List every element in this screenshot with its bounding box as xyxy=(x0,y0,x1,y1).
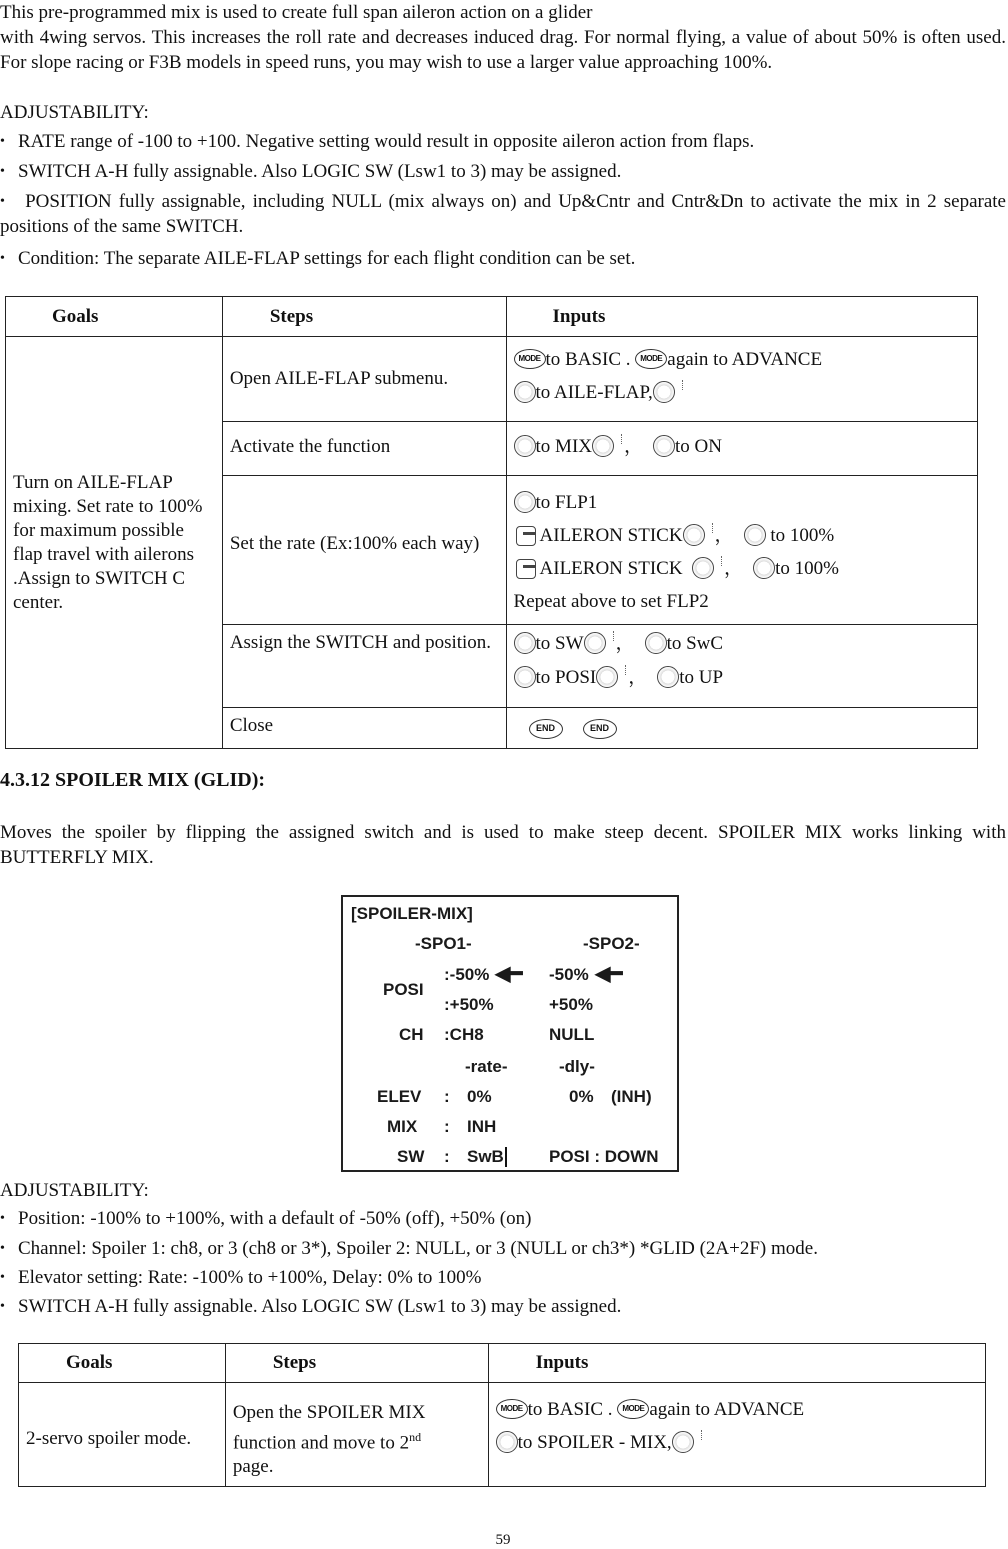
bullet-rate: • RATE range of -100 to +100. Negative setting would result in opposite aileron action from flaps. xyxy=(0,129,1006,154)
step-cell xyxy=(222,625,506,708)
goal-text: 2-servo spoiler mode. xyxy=(26,1427,192,1449)
dial-push-icon xyxy=(653,381,675,403)
header-steps: Steps xyxy=(225,1344,488,1383)
lcd-spo1: -SPO1- xyxy=(415,934,472,953)
goal-cell xyxy=(6,337,223,749)
dial-icon xyxy=(645,632,667,654)
input-cell xyxy=(506,337,977,422)
input-cell xyxy=(488,1383,985,1487)
input-text: AILERON STICK xyxy=(539,558,683,579)
mode-key-icon: MODE xyxy=(635,349,667,369)
input-text: to SwC xyxy=(666,633,724,654)
bullet-switch: • SWITCH A-H fully assignable. Also LOGIC SW (Lsw1 to 3) may be assigned. xyxy=(0,159,1006,184)
input-text: to 100% xyxy=(770,525,835,546)
end-key-icon: END xyxy=(529,719,563,739)
input-cell xyxy=(506,708,977,749)
step-text: Assign the SWITCH and position. xyxy=(229,632,492,653)
separator: ， xyxy=(615,633,635,654)
lcd-mix-value: INH xyxy=(467,1117,497,1136)
adjustability-title: ADJUSTABILITY: xyxy=(0,102,149,123)
dial-icon xyxy=(514,435,536,457)
input-cell xyxy=(506,422,977,476)
goal-text: Turn on AILE-FLAP mixing. Set rate to 100% for maximum possible flap travel with ailerons .Assign to SWITCH C center. xyxy=(13,471,203,613)
mode-key-icon: MODE xyxy=(514,349,546,369)
lcd-elev-label: ELEV xyxy=(377,1087,422,1106)
input-text: to MIX xyxy=(535,436,592,457)
input-text: to ON xyxy=(675,436,722,457)
step-text: Set the rate (Ex:100% each way) xyxy=(229,533,480,554)
step-cell xyxy=(222,337,506,422)
lcd-dly-label: -dly- xyxy=(559,1057,595,1076)
lcd-posi-down: POSI : DOWN xyxy=(549,1147,659,1166)
header-goals: Goals xyxy=(19,1344,226,1383)
dial-icon xyxy=(496,1431,518,1453)
input-text: Repeat above to set FLP2 xyxy=(513,591,709,612)
lcd-posi-2b: +50% xyxy=(549,995,593,1014)
lcd-colon: : xyxy=(444,1147,450,1166)
dial-push-icon xyxy=(596,666,618,688)
lcd-posi-1b: :+50% xyxy=(444,995,494,1014)
intro-line: This pre-programmed mix is used to create full span aileron action on a glider xyxy=(0,2,593,23)
lcd-colon: : xyxy=(444,1087,450,1106)
adjustability-title-2: ADJUSTABILITY: xyxy=(0,1180,149,1201)
input-cell xyxy=(506,476,977,625)
mode-key-icon: MODE xyxy=(496,1399,528,1419)
lcd-colon: : xyxy=(444,1117,450,1136)
step-text: page. xyxy=(232,1456,274,1478)
lcd-posi-label: POSI xyxy=(383,980,424,999)
input-text: to BASIC . xyxy=(527,1399,613,1420)
spoiler-mix-lcd-screen xyxy=(341,895,679,1172)
end-key-icon: END xyxy=(583,719,617,739)
input-text: again to ADVANCE xyxy=(649,1399,805,1420)
header-steps: Steps xyxy=(222,297,506,337)
step-cell xyxy=(222,476,506,625)
mode-key-icon: MODE xyxy=(617,1399,649,1419)
dial-push-icon xyxy=(692,557,714,579)
header-inputs: Inputs xyxy=(506,297,977,337)
step-text: Close xyxy=(229,715,274,736)
lcd-rate-label: -rate- xyxy=(465,1057,508,1076)
separator: ， xyxy=(624,436,644,457)
input-text: to SPOILER - MIX, xyxy=(517,1432,672,1453)
separator: ， xyxy=(714,525,734,546)
lcd-posi-2a: -50% xyxy=(549,965,589,984)
bullet-channel: • Channel: Spoiler 1: ch8, or 3 (ch8 or 3*), Spoiler 2: NULL, or 3 (NULL or ch3*) *GLID (2A+2F) mode. xyxy=(0,1236,1006,1261)
aile-flap-table xyxy=(5,296,978,749)
dial-icon xyxy=(514,666,536,688)
dial-push-icon xyxy=(584,632,606,654)
input-text: to FLP1 xyxy=(535,492,598,513)
dial-push-icon xyxy=(592,435,614,457)
lcd-sw-label: SW xyxy=(397,1147,425,1166)
dial-icon xyxy=(514,632,536,654)
lcd-ch-2: NULL xyxy=(549,1025,595,1044)
input-text: to BASIC . xyxy=(545,349,631,370)
separator: ， xyxy=(724,558,744,579)
spoiler-mix-table xyxy=(18,1343,986,1487)
lcd-sw-value: SwB xyxy=(467,1147,507,1167)
step-cell xyxy=(225,1383,488,1487)
step-cell xyxy=(222,708,506,749)
stick-icon xyxy=(514,557,540,579)
bullet-condition: • Condition: The separate AILE-FLAP settings for each flight condition can be set. xyxy=(0,246,1006,271)
header-inputs: Inputs xyxy=(488,1344,985,1383)
bullet-position-2: • Position: -100% to +100%, with a default of -50% (off), +50% (on) xyxy=(0,1206,1006,1231)
stick-icon xyxy=(514,524,540,546)
separator: ， xyxy=(628,667,648,688)
lcd-elev-dly: 0% xyxy=(569,1087,594,1106)
lcd-inh-paren: (INH) xyxy=(611,1087,652,1106)
lcd-mix-label: MIX xyxy=(387,1117,418,1136)
input-text: to POSI xyxy=(535,667,597,688)
input-text: again to ADVANCE xyxy=(667,349,823,370)
input-text: to 100% xyxy=(775,558,839,579)
goal-cell xyxy=(19,1383,226,1487)
step-cell xyxy=(222,422,506,476)
input-text: AILERON STICK xyxy=(539,525,683,546)
lcd-arrow-icon: ◀━ xyxy=(495,963,523,985)
input-text: to AILE-FLAP, xyxy=(535,382,653,403)
page-number: 59 xyxy=(495,1532,511,1548)
section-paragraph: Moves the spoiler by flipping the assigned switch and is used to make steep decent. SPOILER MIX works linking with BUTTERFLY MIX. xyxy=(0,822,1006,868)
input-text: to SW xyxy=(535,633,584,654)
bullet-position: • POSITION fully assignable, including NULL (mix always on) and Up&Cntr and Cntr&Dn to activate the mix in 2 separate positions of the same SWITCH. xyxy=(0,189,1006,239)
dial-icon xyxy=(514,381,536,403)
step-text: Open AILE-FLAP submenu. xyxy=(229,368,449,389)
lcd-arrow-icon: ◀━ xyxy=(595,963,623,985)
dial-icon xyxy=(514,491,536,513)
lcd-elev-rate: 0% xyxy=(467,1087,492,1106)
dial-icon xyxy=(657,666,679,688)
lcd-ch-1: :CH8 xyxy=(444,1025,484,1044)
lcd-ch-label: CH xyxy=(399,1025,424,1044)
dial-push-icon xyxy=(683,524,705,546)
input-text: to UP xyxy=(679,667,724,688)
bullet-switch-2: • SWITCH A-H fully assignable. Also LOGIC SW (Lsw1 to 3) may be assigned. xyxy=(0,1294,1006,1319)
dial-icon xyxy=(744,524,766,546)
lcd-posi-1a: :-50% xyxy=(444,965,490,984)
input-cell xyxy=(506,625,977,708)
intro-paragraph: with 4wing servos. This increases the roll rate and decreases induced drag. For normal flying, a value of about 50% is often used. For slope racing or F3B models in speed runs, you may wish to use a larger value approaching 100%. xyxy=(0,27,1006,73)
step-text: Activate the function xyxy=(229,436,391,457)
header-goals: Goals xyxy=(6,297,223,337)
lcd-title: [SPOILER-MIX] xyxy=(351,904,473,923)
dial-icon xyxy=(753,557,775,579)
step-superscript: nd xyxy=(409,1430,422,1444)
dial-push-icon xyxy=(672,1431,694,1453)
lcd-spo2: -SPO2- xyxy=(583,934,640,953)
section-heading: 4.3.12 SPOILER MIX (GLID): xyxy=(0,769,266,791)
dial-icon xyxy=(653,435,675,457)
bullet-elevator: • Elevator setting: Rate: -100% to +100%, Delay: 0% to 100% xyxy=(0,1265,1006,1290)
step-text: Open the SPOILER MIX function and move to 2 xyxy=(232,1402,426,1454)
